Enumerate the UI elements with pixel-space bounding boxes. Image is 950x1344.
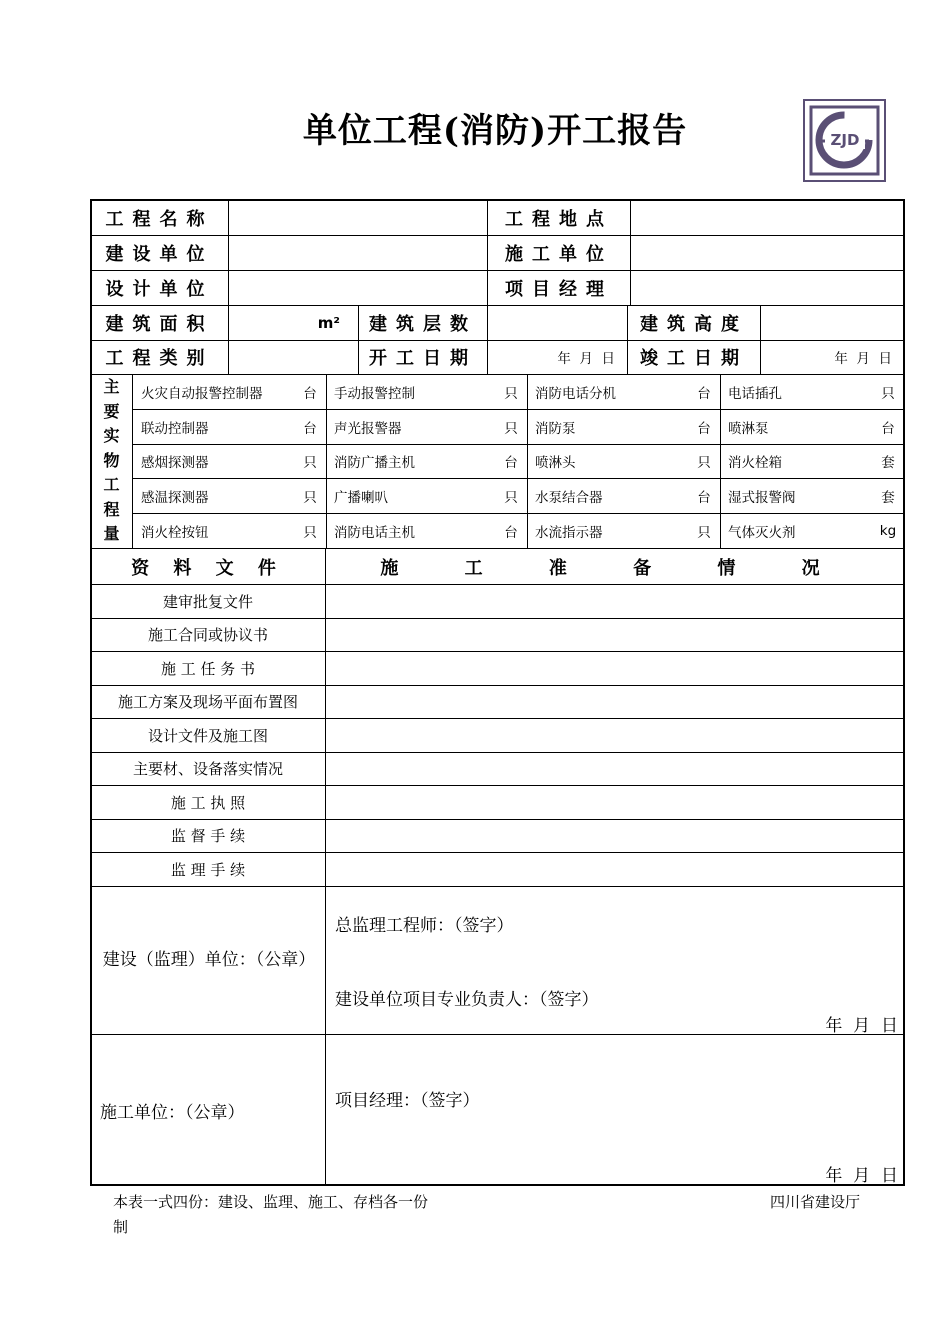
quantity-item-unit: 只 [697,455,711,471]
label-char: 工 [103,475,120,495]
document-item-label: 施工合同或协议书 [147,626,268,644]
label-height: 建筑高度 [640,313,748,335]
label-char: 主 [103,377,120,397]
label-end-date: 竣工日期 [640,348,748,369]
quantity-item-name: 消火栓按钮 [141,524,209,541]
quantity-item-name: 消防电话主机 [334,524,415,541]
project-manager-field[interactable] [631,270,904,305]
document-item-status[interactable] [326,852,904,886]
area-field[interactable]: m² [317,313,340,332]
label-project-site: 工程地点 [505,208,613,230]
footer-issuer: 四川省建设厅 [770,1193,861,1211]
quantity-item-name: 声光报警器 [334,420,402,437]
document-item-status[interactable] [326,584,904,618]
quantity-item-unit: 台 [303,385,317,402]
quantity-item-name: 火灾自动报警控制器 [141,385,263,402]
quantity-item-name: 水流指示器 [535,524,603,541]
designer-field[interactable] [229,270,487,305]
quantity-item-unit: 只 [303,455,317,471]
quantity-item-unit: 套 [881,455,895,471]
document-item-label: 施 工 任 务 书 [160,659,256,678]
quantity-item-unit: 只 [303,524,317,541]
quantity-item-unit: 台 [504,455,518,471]
quantity-item-unit: 只 [504,489,518,506]
label-char: 程 [103,499,120,519]
document-item-label: 建审批复文件 [162,592,253,611]
contractor-seal-label: 施工单位：（公章） [100,1102,245,1123]
label-floors: 建筑层数 [369,313,477,335]
document-item-label: 设计文件及施工图 [147,726,268,745]
label-builder: 建设单位 [105,243,214,265]
quantity-item-unit: 只 [504,420,518,437]
sign1-date[interactable]: 年 月 日 [825,1015,898,1036]
footer-copies: 本表一式四份：建设、监理、施工、存档各一份 [113,1193,429,1211]
quantity-item-name: 感温探测器 [141,489,209,506]
document-item-label: 施 工 执 照 [170,793,246,812]
owner-rep-signature[interactable]: 建设单位项目专业负责人：（签字） [335,989,599,1010]
page-title: 单位工程(消防)开工报告 [302,111,688,151]
quantity-item-unit: 只 [504,385,518,402]
sign2-date[interactable]: 年 月 日 [825,1165,898,1186]
label-char: 要 [103,401,120,421]
start-date-field[interactable]: 年 月 日 [557,351,615,367]
quantity-item-unit: 只 [303,489,317,506]
quantity-item-unit: 套 [881,489,895,506]
quantity-item-name: 气体灭火剂 [728,524,796,541]
document-item-status[interactable] [326,618,904,651]
table-rule-v [326,374,327,548]
quantity-item-name: 消防广播主机 [334,455,415,471]
quantity-item-unit: kg [879,522,897,539]
table-rule-h [91,1034,904,1035]
quantity-item-name: 喷淋泵 [728,420,769,437]
document-item-label: 监 督 手 续 [170,827,246,845]
quantity-item-unit: 只 [697,524,711,541]
zjd-logo [803,99,886,182]
quantity-item-unit: 台 [697,489,711,506]
quantity-item-name: 广播喇叭 [334,489,388,506]
document-item-label: 施工方案及现场平面布置图 [117,693,298,711]
quantity-item-name: 喷淋头 [535,455,576,471]
label-area: 建筑面积 [105,313,214,335]
chief-supervisor-signature[interactable]: 总监理工程师：（签字） [335,915,514,936]
quantity-item-unit: 台 [303,420,317,437]
label-char: 量 [103,524,120,544]
label-designer: 设计单位 [105,278,214,300]
document-item-status[interactable] [326,785,904,819]
quantity-item-name: 感烟探测器 [141,455,209,471]
quantity-item-unit: 台 [697,420,711,437]
logo-text: ZJD [830,131,860,149]
quantity-item-name: 水泵结合器 [535,489,603,506]
table-rule-v [132,374,133,548]
quantity-item-unit: 台 [504,524,518,541]
label-char: 物 [103,450,120,470]
label-contractor: 施工单位 [505,243,613,265]
document-item-label: 监 理 手 续 [170,860,246,879]
project-site-field[interactable] [631,200,904,235]
table-rule-v [527,374,528,548]
project-type-field[interactable] [229,340,358,374]
document-item-label: 主要材、设备落实情况 [132,760,283,778]
label-project-type: 工程类别 [105,348,214,369]
label-start-date: 开工日期 [369,348,477,369]
floors-field[interactable] [488,305,627,340]
table-rule-v [720,374,721,548]
quantity-item-unit: 只 [881,385,895,402]
quantity-item-name: 电话插孔 [728,385,782,402]
table-rule-h [91,886,904,887]
quantity-item-name: 消火栓箱 [728,455,782,471]
label-char: 实 [103,426,120,446]
header-documents: 资 料 文 件 [131,557,285,579]
quantity-item-name: 消防电话分机 [535,385,616,402]
footer-suffix: 制 [113,1218,129,1236]
document-item-status[interactable] [326,752,904,785]
end-date-field[interactable]: 年 月 日 [834,351,892,367]
header-preparation: 施 工 准 备 情 况 [380,557,850,579]
label-project-manager: 项目经理 [505,278,613,300]
label-project-name: 工程名称 [105,208,214,230]
document-item-status[interactable] [326,819,904,852]
label-main-quantities [91,374,132,548]
document-item-status[interactable] [326,685,904,718]
quantity-item-name: 消防泵 [535,420,576,437]
document-item-status[interactable] [326,718,904,752]
builder-field[interactable] [229,235,487,270]
contractor-field[interactable] [631,235,904,270]
quantity-item-unit: 台 [881,420,895,437]
quantity-item-name: 手动报警控制 [334,385,415,402]
project-name-field[interactable] [229,200,487,235]
builder-seal-label: 建设（监理）单位：（公章） [102,950,316,970]
quantity-item-unit: 台 [697,385,711,402]
document-item-status[interactable] [326,651,904,685]
quantity-item-name: 湿式报警阀 [728,489,796,506]
project-manager-signature[interactable]: 项目经理：（签字） [335,1090,480,1111]
height-field[interactable] [761,305,904,340]
quantity-item-name: 联动控制器 [141,420,209,437]
